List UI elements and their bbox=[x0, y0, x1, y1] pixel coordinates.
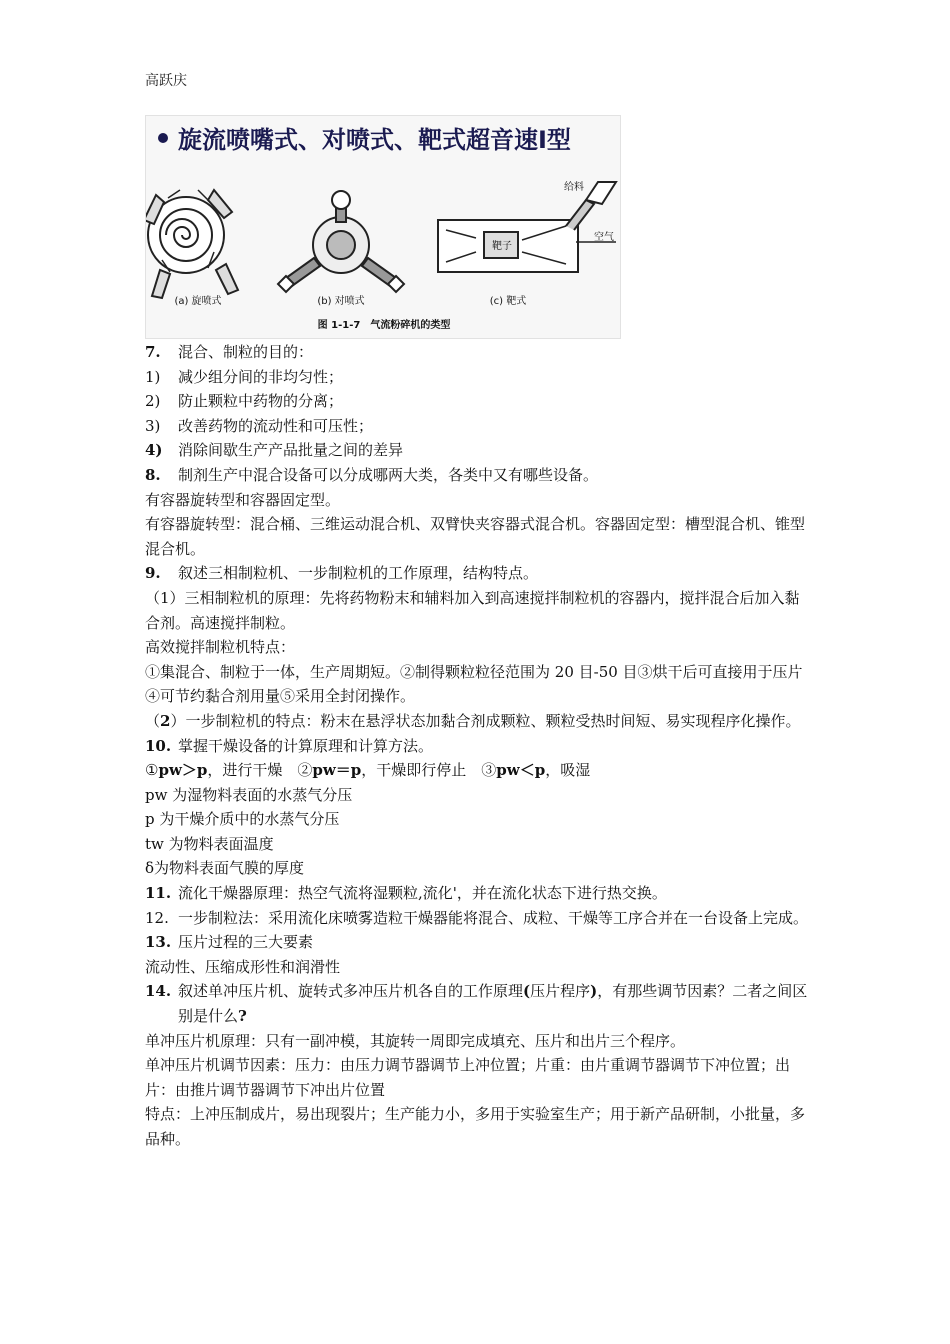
air-label: 空气 bbox=[594, 232, 614, 243]
mill-diagram bbox=[146, 160, 621, 339]
question-11-text: 流化干燥器原理：热空气流将湿颗粒,流化'，并在流化状态下进行热交换。 bbox=[178, 884, 667, 903]
title-part: 叙述单冲压片机、旋转式多冲压片机各自的工作原理 bbox=[178, 982, 524, 1001]
title-part: ，有那些调节因素？二者之间区别是什么 bbox=[178, 982, 808, 1026]
question-12-text: 一步制粒法：采用流化床喷雾造粒干燥器能将混合、成粒、干燥等工序合并在一台设备上完成。 bbox=[178, 908, 809, 927]
question-11 bbox=[145, 881, 810, 906]
sub-label-a: (a) 旋喷式 bbox=[174, 296, 222, 307]
list-item bbox=[145, 414, 810, 439]
answer-paragraph: 有容器旋转型：混合桶、三维运动混合机、双臂快夹容器式混合机。容器固定型：槽型混合机、锥型混合机。 bbox=[145, 515, 806, 558]
list-item-number: 1) bbox=[145, 367, 161, 386]
condition-formula: pw＝p bbox=[312, 761, 362, 780]
definition-line: tw 为物料表面温度 bbox=[145, 834, 274, 853]
answer-paragraph: 流动性、压缩成形性和润滑性 bbox=[145, 957, 341, 976]
mill-types-figure bbox=[145, 115, 621, 339]
condition-marker: ① bbox=[145, 761, 159, 780]
question-13-number: 13. bbox=[145, 933, 172, 952]
question-12 bbox=[145, 906, 810, 931]
condition-formula: pw＜p bbox=[496, 761, 546, 780]
answer-paragraph: ①集混合、制粒于一体，生产周期短。②制得颗粒粒径范围为 20 目-50 目③烘干后可直接用于压片④可节约黏合剂用量⑤采用全封闭操作。 bbox=[145, 662, 803, 706]
spiral-jet-mill-drawing bbox=[146, 190, 238, 298]
opposed-jet-mill-drawing bbox=[278, 191, 404, 292]
drying-conditions bbox=[145, 758, 810, 783]
question-10 bbox=[145, 734, 810, 759]
figure-caption: 图 1-1-7 气流粉碎机的类型 bbox=[317, 320, 451, 331]
question-14-number: 14. bbox=[145, 982, 172, 1001]
question-14 bbox=[145, 979, 810, 1028]
list-item-text: 消除间歇生产产品批量之间的差异 bbox=[178, 441, 404, 460]
question-12-number: 12. bbox=[145, 908, 169, 927]
bullet-icon bbox=[158, 133, 168, 143]
figure-title-text: 旋流喷嘴式、对喷式、靶式超音速I型 bbox=[178, 126, 571, 154]
title-part: ) bbox=[590, 982, 598, 1001]
question-7-number: 7. bbox=[145, 343, 161, 361]
question-7-title: 混合、制粒的目的： bbox=[178, 343, 314, 361]
list-item-number: 3) bbox=[145, 416, 161, 435]
title-part: ? bbox=[238, 1007, 247, 1026]
condition-marker: ② bbox=[297, 761, 313, 780]
answer-paragraph: 有容器旋转型和容器固定型。 bbox=[145, 490, 341, 509]
list-item-number: 4) bbox=[145, 441, 163, 460]
question-10-title: 掌握干燥设备的计算原理和计算方法。 bbox=[178, 736, 434, 755]
sub-label-b: (b) 对喷式 bbox=[317, 296, 365, 307]
question-8 bbox=[145, 463, 810, 488]
definition-line: p 为干燥介质中的水蒸气分压 bbox=[145, 810, 340, 829]
title-part: ( bbox=[523, 982, 531, 1001]
target-mill-drawing bbox=[438, 182, 616, 272]
title-part: 压片程序 bbox=[530, 982, 591, 1001]
answer-paragraph: 单冲压片机调节因素：压力：由压力调节器调节上冲位置；片重：由片重调节器调节下冲位置；出片：由推片调节器调节下冲出片位置 bbox=[145, 1056, 791, 1099]
condition-text: ，吸湿 bbox=[545, 761, 591, 780]
list-item bbox=[145, 438, 810, 463]
question-8-title: 制剂生产中混合设备可以分成哪两大类，各类中又有哪些设备。 bbox=[178, 465, 599, 484]
sub-label-c: (c) 靶式 bbox=[489, 296, 527, 307]
answer-paragraph: 单冲压片机原理：只有一副冲模，其旋转一周即完成填充、压片和出片三个程序。 bbox=[145, 1031, 686, 1050]
figure-title bbox=[158, 120, 571, 155]
question-8-number: 8. bbox=[145, 465, 161, 484]
question-14-title bbox=[178, 979, 810, 1028]
definition-line: δ为物料表面气膜的厚度 bbox=[145, 859, 305, 878]
list-item bbox=[145, 389, 810, 414]
definition-line: pw 为湿物料表面的水蒸气分压 bbox=[145, 785, 353, 804]
paren-open: （ bbox=[145, 711, 161, 730]
question-11-number: 11. bbox=[145, 884, 172, 903]
list-item-text: 减少组分间的非均匀性； bbox=[178, 367, 344, 386]
list-item-text: 改善药物的流动性和可压性； bbox=[178, 416, 374, 435]
document-body bbox=[145, 340, 810, 1152]
page-header-author: 高跃庆 bbox=[145, 73, 187, 89]
answer-paragraph: （1）三相制粒机的原理：先将药物粉末和辅料加入到高速搅拌制粒机的容器内，搅拌混合后加入黏合剂。高速搅拌制粒。 bbox=[145, 588, 800, 632]
list-item-number: 2) bbox=[145, 392, 161, 411]
question-9 bbox=[145, 561, 810, 586]
list-item-text: 防止颗粒中药物的分离； bbox=[178, 392, 344, 411]
list-item bbox=[145, 365, 810, 390]
target-label: 靶子 bbox=[492, 241, 512, 252]
answer-paragraph: 特点：上冲压制成片，易出现裂片；生产能力小，多用于实验室生产；用于新产品研制，小批量，多品种。 bbox=[145, 1105, 806, 1148]
question-7 bbox=[145, 340, 810, 365]
feed-label: 给料 bbox=[564, 182, 584, 193]
answer-paragraph bbox=[145, 709, 810, 734]
answer-text: ）一步制粒机的特点：粉末在悬浮状态加黏合剂成颗粒、颗粒受热时间短、易实现程序化操作。 bbox=[170, 711, 801, 730]
question-13 bbox=[145, 930, 810, 955]
condition-text: ，进行干燥 bbox=[207, 761, 298, 780]
answer-paragraph: 高效搅拌制粒机特点： bbox=[145, 638, 296, 657]
question-9-title: 叙述三相制粒机、一步制粒机的工作原理，结构特点。 bbox=[178, 564, 539, 583]
condition-text: ，干燥即行停止 bbox=[361, 761, 482, 780]
condition-marker: ③ bbox=[481, 761, 497, 780]
item-number: 2 bbox=[160, 711, 171, 730]
question-10-number: 10. bbox=[145, 736, 172, 755]
question-13-title: 压片过程的三大要素 bbox=[178, 933, 314, 952]
question-9-number: 9. bbox=[145, 564, 161, 583]
condition-formula: pw＞p bbox=[158, 761, 208, 780]
